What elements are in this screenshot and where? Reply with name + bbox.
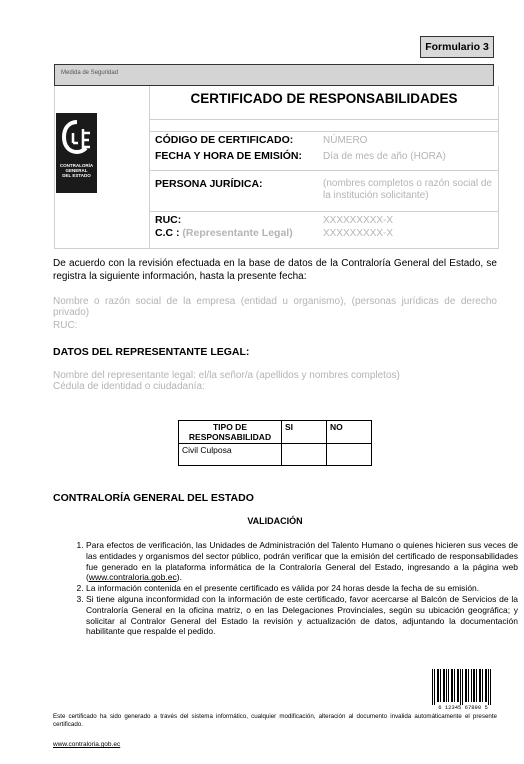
rep-name-placeholder: Nombre del representante legal: el/la señor/a (apellidos y nombres completos) xyxy=(53,370,400,381)
ruc-value: XXXXXXXXX-X xyxy=(323,215,394,226)
header-rule xyxy=(150,211,498,212)
certificate-title: CERTIFICADO DE RESPONSABILIDADES xyxy=(190,91,458,106)
header-rule xyxy=(150,119,498,120)
header-rule xyxy=(150,131,498,132)
code-value: NÚMERO xyxy=(323,135,368,146)
footer-note: Este certificado ha sido generado a través del sistema informático, cualquier modificación, alteración al documento invalida automáticamente el presente certificado. xyxy=(53,713,497,728)
entity-label: PERSONA JURÍDICA: xyxy=(155,178,263,190)
header-divider xyxy=(149,86,150,249)
cge-heading: CONTRALORÍA GENERAL DEL ESTADO xyxy=(53,492,254,504)
cge-emblem-icon xyxy=(61,119,93,159)
cc-value: XXXXXXXXX-X xyxy=(323,228,394,239)
date-value: Día de mes de año (HORA) xyxy=(323,151,446,162)
table-header-si: SI xyxy=(282,421,327,444)
intro-paragraph: De acuerdo con la revisión efectuada en la base de datos de la Contraloría General del Estado, se registra la siguiente información, hasta la presente fecha: xyxy=(53,258,497,282)
ruc-label: RUC: xyxy=(155,214,182,226)
barcode xyxy=(428,669,498,712)
entity-value: (nombres completos o razón social de la institución solicitante) xyxy=(323,178,492,201)
rep-id-placeholder: Cédula de identidad o ciudadanía: xyxy=(53,381,205,392)
validation-link[interactable]: www.contraloria.gob.ec xyxy=(88,572,177,583)
logo-line-3: DEL ESTADO xyxy=(62,173,91,178)
validation-heading: VALIDACIÓN xyxy=(247,516,303,526)
cge-logo xyxy=(56,113,97,193)
table-header-type: TIPO DE RESPONSABILIDAD xyxy=(179,421,282,444)
barcode-number: 6 12345 67890 5 xyxy=(438,704,488,711)
certificate-header-frame xyxy=(54,86,499,249)
footer-link[interactable]: www.contraloria.gob.ec xyxy=(53,741,121,748)
security-bar xyxy=(54,64,494,86)
validation-link-suffix: ). xyxy=(176,572,182,583)
form-number-badge: Formulario 3 xyxy=(420,36,494,58)
logo-line-2: GENERAL xyxy=(65,168,88,173)
list-item: 2. La información contenida en el presente certificado es válida por 24 horas desde la fecha de su emisión. xyxy=(86,583,518,594)
validation-item-1: Para efectos de verificación, las Unidades de Administración del Talento Humano o quienes hicieren sus veces de las entidades y organismos del sector público, podrán verificar que la emisión del certificado de responsabilidades fue generado en la plataforma informática de la Contraloría General del Estado, ingresando a la página web xyxy=(86,540,518,572)
list-item: 1. Para efectos de verificación, las Unidades de Administración del Talento Humano o quienes hicieren sus veces de las entidades y organismos del sector público, podrán verificar que la emisión del certificado de responsabilidades fue generado en la plataforma informática de la Contraloría General del Estado, ingresando a la página web (www.contraloria.gob.ec). xyxy=(86,540,518,583)
representative-heading: DATOS DEL REPRESENTANTE LEGAL: xyxy=(53,346,250,358)
cc-label: C.C : xyxy=(155,227,180,239)
cc-hint: (Representante Legal) xyxy=(182,227,293,239)
header-rule xyxy=(150,170,498,171)
responsibility-table xyxy=(178,420,372,466)
table-cell-no xyxy=(327,444,372,466)
security-label: Medida de Seguridad xyxy=(61,70,119,76)
list-item: 3. Si tiene alguna inconformidad con la información de este certificado, favor acercarse al Balcón de Servicios de la Contraloría General en la oficina matriz, o en las Delegaciones Provinciales, según su ubicación geográfica; y solicitar al Contralor General del Estado la revisión y actualización de datos, adjuntando la documentación habilitante que respalde el pedido. xyxy=(86,594,518,637)
table-cell-type: Civil Culposa xyxy=(179,444,282,466)
logo-line-1: CONTRALORÍA xyxy=(59,163,94,168)
code-label: CÓDIGO DE CERTIFICADO: xyxy=(155,134,294,146)
company-placeholder: Nombre o razón social de la empresa (entidad u organismo), (personas jurídicas de derecho privado) xyxy=(53,296,497,318)
ruc-placeholder: RUC: xyxy=(53,320,78,331)
validation-list xyxy=(64,540,518,637)
date-label: FECHA Y HORA DE EMISIÓN: xyxy=(155,150,303,162)
table-header-no: NO xyxy=(327,421,372,444)
table-cell-si xyxy=(282,444,327,466)
